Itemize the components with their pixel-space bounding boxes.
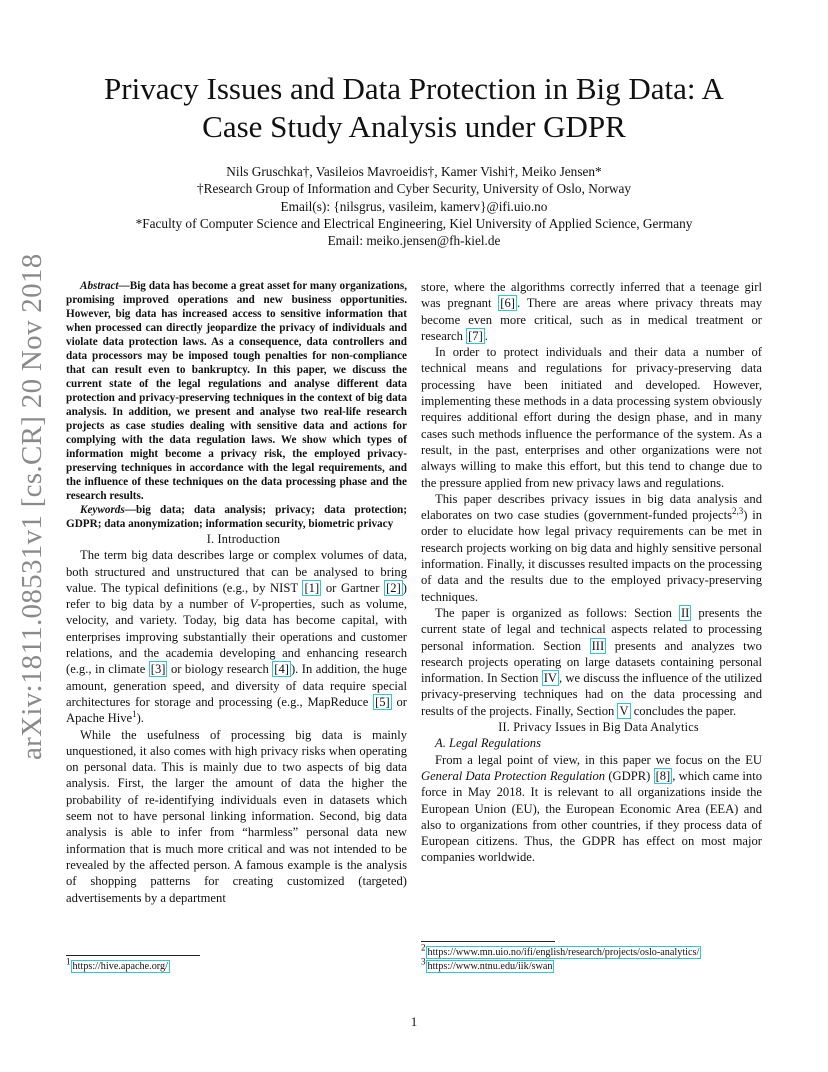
- intro-paragraph-5: [421, 605, 762, 719]
- title-line-1: Privacy Issues and Data Protection in Big Data: A: [104, 71, 724, 106]
- citation-link[interactable]: [5]: [375, 694, 390, 709]
- text-run: (GDPR): [605, 768, 654, 783]
- text-run: ) refer to big data by a number of: [66, 580, 407, 612]
- footnote-url[interactable]: https://www.ntnu.edu/iik/swan: [427, 961, 553, 972]
- footnote-url[interactable]: https://hive.apache.org/: [72, 961, 168, 972]
- abstract-label: Abstract: [80, 280, 119, 292]
- text-run: From a legal point of view, in this paper we focus on the EU: [435, 752, 762, 767]
- page-number: 1: [410, 1014, 418, 1029]
- section-link[interactable]: V: [619, 703, 629, 718]
- section-link[interactable]: II: [680, 605, 690, 620]
- citation-link[interactable]: [6]: [500, 296, 515, 311]
- text-run: presents the current state of legal and technical aspects related to processing personal information. Section: [421, 605, 763, 653]
- footnote-mark[interactable]: 2,3: [732, 505, 744, 516]
- citation-link[interactable]: [3]: [150, 662, 166, 677]
- text-run: -properties, such as volume, velocity, and variety. Today, big data has become capital, with enterprises improving substantially their operations and customer relations, and the academia developing and enhancing research (e.g., in climate: [66, 597, 407, 677]
- text-run: The term big data describes large or complex volumes of data, both structured and unstructured that can be analysed to bring value. The typical definitions (e.g., by NIST: [66, 548, 407, 595]
- intro-paragraph-2: While the usefulness of processing big data is mainly unquestioned, it also comes with high privacy risks when operating on personal data. This is mainly due to two aspects of big data analysis. First, the larger the amount of data the higher the probability of re-identifying individuals even in datasets which seem not to have personal linking information. Second, big data analysis is able to infer from “harmless” personal data new information that is much more critical and was not intended to be revealed by the affected person. A famous example is the analysis of shopping patterns for creating customized (targeted) advertisements by a department: [66, 727, 407, 905]
- footnote-right-2: [421, 956, 554, 973]
- footnote-url[interactable]: https://www.mn.uio.no/ifi/english/research/projects/oslo-analytics/: [427, 947, 700, 958]
- subsection-heading-legal: A. Legal Regulations: [435, 736, 541, 751]
- text-run: presents and analyzes two research projects operating on large datasets containing personal information. In Section: [421, 638, 762, 686]
- keywords: [66, 503, 407, 531]
- text-run: The paper is organized as follows: Section: [435, 605, 679, 620]
- arxiv-watermark: arXiv:1811.08531v1 [cs.CR] 20 Nov 2018: [16, 253, 48, 760]
- left-column: [66, 279, 407, 906]
- text-run: ).: [136, 711, 144, 726]
- right-column: [421, 279, 762, 866]
- title-line-2: Case Study Analysis under GDPR: [202, 109, 626, 144]
- footnote-rule-right: [421, 941, 555, 942]
- citation-link[interactable]: [1]: [304, 580, 320, 595]
- text-run: or biology research: [167, 662, 273, 677]
- abstract: [66, 279, 407, 503]
- email-2: Email: meiko.jensen@fh-kiel.de: [327, 233, 501, 249]
- text-run: . There are areas where privacy threats may become even more critical, such as in medical treatment or research: [421, 296, 762, 343]
- section-heading-privacy-issues: II. Privacy Issues in Big Data Analytics: [498, 720, 699, 735]
- intro-paragraph-1: [66, 547, 407, 726]
- text-run: ) in order to elucidate how legal privacy requirements can be met in research projects working on big data and highly sensitive personal information. Finally, it discusses resulted impacts on the processing of data and the results due to the employed privacy-preserving techniques.: [421, 508, 762, 604]
- intro-paragraph-3: In order to protect individuals and their data a number of technical means and regulations for privacy-preserving data processing have been initiated and developed. However, implementing these methods in a data processing system obviously requires additional effort during the design phase, and in many cases such methods influence the performance of the system. As a result, in the past, enterprises and other organizations were not always willing to make this effort, but this tend to change due to the pressure applied from new privacy laws and regulations.: [421, 345, 762, 490]
- text-run-italic: General Data Protection Regulation: [421, 768, 606, 783]
- keywords-text: —big data; data analysis; privacy; data protection; GDPR; data anonymization; information security, biometric privacy: [66, 504, 407, 530]
- legal-paragraph-1: [421, 752, 762, 866]
- paper-title: [60, 70, 768, 146]
- abstract-text: —Big data has become a great asset for many organizations, promising improved operations and new business opportunities. However, big data has increased access to sensitive information that when processed can directly jeopardize the privacy of individuals and violate data protection laws. As a consequence, data controllers and data processors may be imposed tough penalties for non-compliance that can result even to bankruptcy. In this paper, we discuss the current state of the legal regulations and analyse different data protection and privacy-preserving techniques in the context of big data analysis. In addition, we present and analyse two real-life research projects as case studies dealing with sensitive data and actions for complying with the data regulation laws. We show which types of information might become a privacy risk, the employed privacy-preserving techniques in accordance with the legal requirements, and the influence of these techniques on the data processing phase and the research results.: [66, 280, 407, 502]
- text-run-italic: V: [249, 597, 258, 612]
- keywords-label: Keywords: [80, 504, 125, 516]
- intro-paragraph-4: [421, 491, 762, 605]
- section-link[interactable]: IV: [543, 671, 557, 686]
- citation-link[interactable]: [4]: [274, 662, 289, 677]
- text-run: store, where the algorithms correctly inferred that a teenage girl was pregnant: [421, 280, 762, 311]
- author-block: [60, 163, 768, 249]
- author-names: Nils Gruschka†, Vasileios Mavroeidis†, Kamer Vishi†, Meiko Jensen*: [226, 164, 602, 179]
- text-run: This paper describes privacy issues in big data analysis and elaborates on two case studies (government-funded projects: [421, 491, 762, 523]
- intro-paragraph-2-cont: [421, 279, 762, 344]
- text-run: , we discuss the influence of the utilized privacy-preserving techniques had on the data processing and results of the projects. Finally, Section: [421, 671, 762, 718]
- email-1: Email(s): {nilsgrus, vasileim, kamerv}@ifi.uio.no: [280, 198, 548, 214]
- section-heading-introduction: I. Introduction: [206, 532, 281, 546]
- footnote-rule-left: [66, 955, 200, 956]
- text-run: or Gartner: [321, 580, 385, 595]
- footnote-right-1: [421, 942, 701, 959]
- citation-link[interactable]: [2]: [386, 580, 401, 595]
- affiliation-2: *Faculty of Computer Science and Electrical Engineering, Kiel University of Applied Science, Germany: [135, 215, 693, 231]
- citation-link[interactable]: [8]: [655, 768, 671, 783]
- text-run: or Apache Hive: [66, 694, 407, 726]
- text-run: ). In addition, the huge amount, generation speed, and diversity of data require special architectures for storage and processing (e.g., MapReduce: [66, 662, 407, 709]
- text-run: concludes the paper.: [630, 703, 737, 718]
- footnote-mark[interactable]: 1: [132, 709, 137, 720]
- footnote-mark: 2: [421, 942, 426, 953]
- text-run: .: [484, 328, 488, 343]
- citation-link[interactable]: [7]: [468, 328, 483, 343]
- section-link[interactable]: III: [591, 638, 605, 653]
- footnote-left: [66, 956, 170, 973]
- footnote-mark: 1: [66, 956, 71, 967]
- text-run: , which came into force in May 2018. It is relevant to all organizations inside the European Union (EU), the European Economic Area (EEA) and also to organizations from other countries, if they process data of European citizens. Thus, the GDPR has effect on most major companies worldwide.: [421, 768, 763, 865]
- footnote-mark: 3: [421, 956, 426, 967]
- affiliation-1: †Research Group of Information and Cyber Security, University of Oslo, Norway: [196, 181, 632, 197]
